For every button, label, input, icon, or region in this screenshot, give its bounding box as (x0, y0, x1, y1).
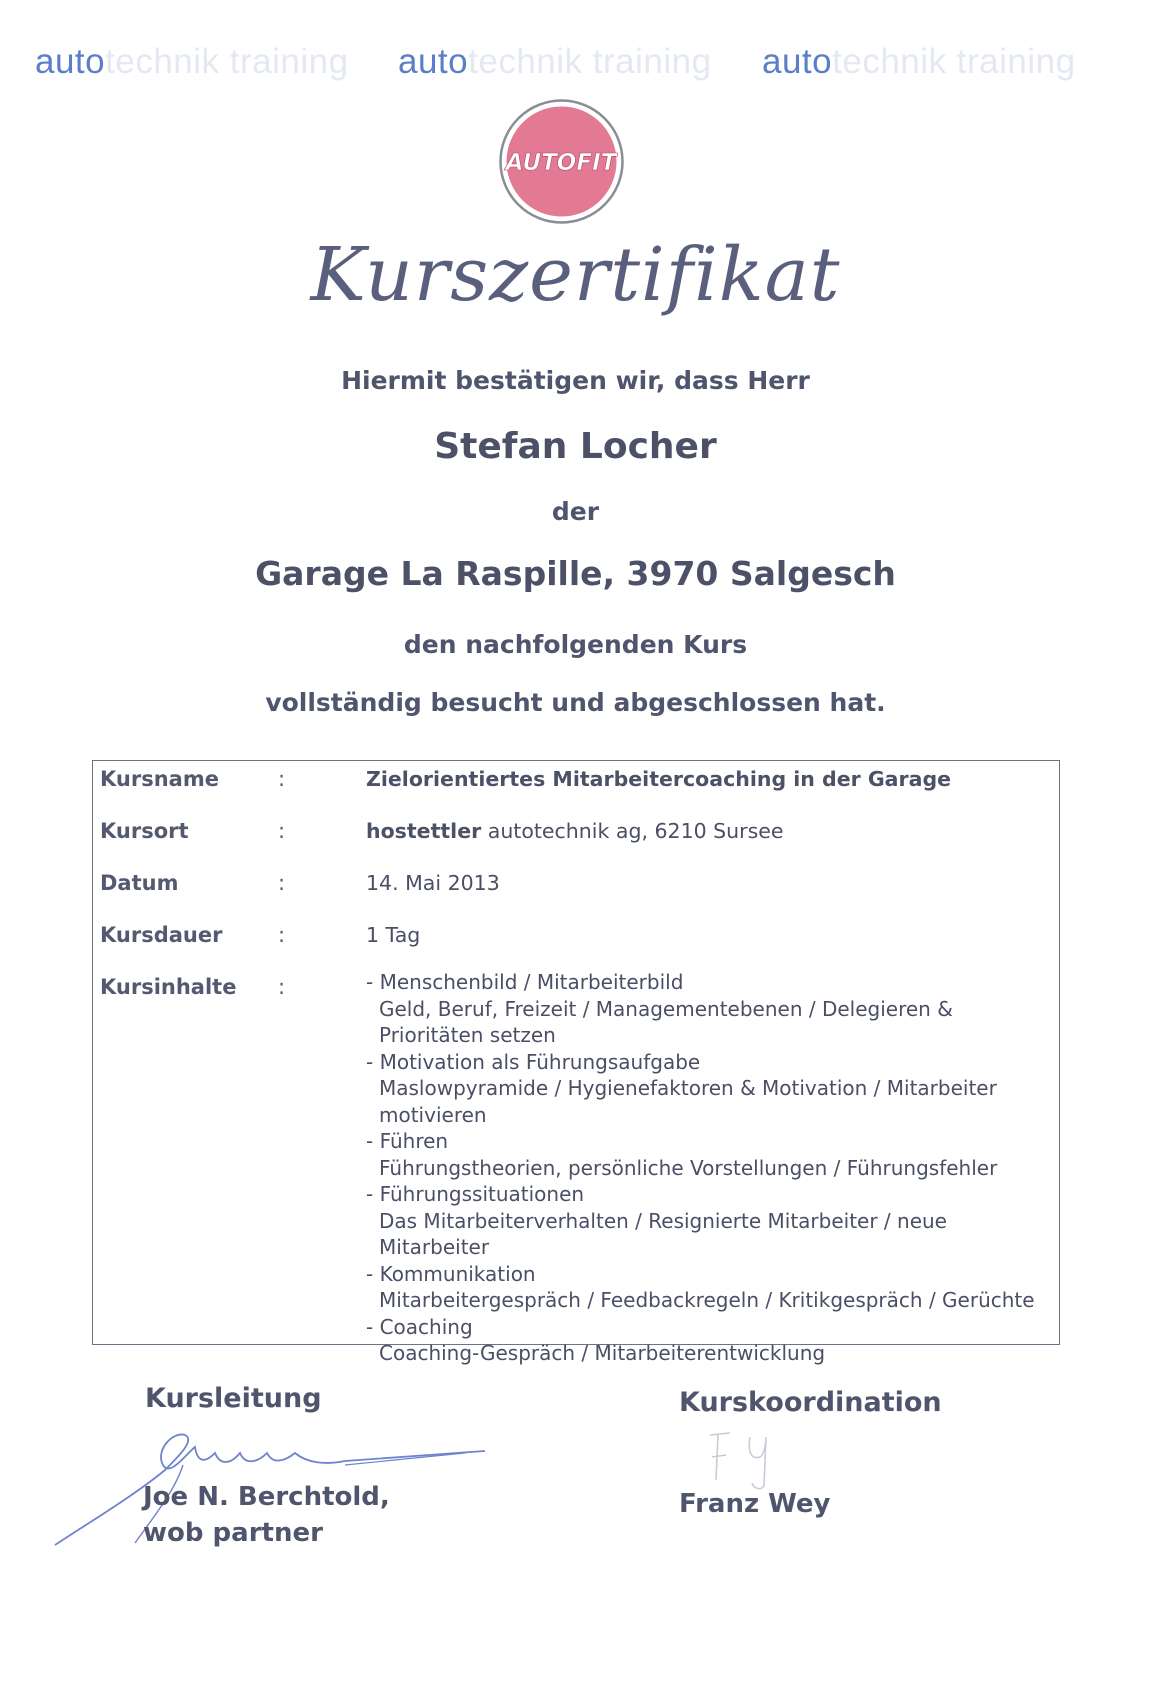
location-company: hostettler (366, 819, 482, 843)
content-item-title: - Menschenbild / Mitarbeiterbild (366, 969, 1046, 996)
content-item (366, 1049, 1046, 1129)
separator: : (278, 975, 286, 999)
separator: : (278, 923, 286, 947)
content-item-title: - Führungssituationen (366, 1181, 1046, 1208)
course-coordination-heading: Kurskoordination (679, 1387, 942, 1418)
content-item (366, 1314, 1046, 1367)
content-item-detail: Maslowpyramide / Hygienefaktoren & Motivation / Mitarbeiter motivieren (379, 1076, 997, 1127)
course-lead-heading: Kursleitung (145, 1383, 322, 1414)
course-location-value (366, 819, 784, 843)
statement-line-1: den nachfolgenden Kurs (403, 630, 748, 659)
course-duration-value: 1 Tag (366, 923, 421, 947)
separator: : (278, 767, 286, 791)
content-item-title: - Motivation als Führungsaufgabe (366, 1049, 1046, 1076)
content-item-title: - Kommunikation (366, 1261, 1046, 1288)
course-content-list (366, 969, 1046, 1367)
wordmark-suffix: technik training (832, 42, 1076, 81)
logo-text: AUTOFIT (505, 150, 617, 176)
content-item-title: - Führen (366, 1128, 1046, 1155)
header-wordmark (762, 42, 1076, 82)
intro-text: Hiermit bestätigen wir, dass Herr (341, 366, 810, 395)
participant-name: Stefan Locher (434, 426, 717, 467)
content-item-title: - Coaching (366, 1314, 1046, 1341)
course-duration-label: Kursdauer (100, 923, 223, 947)
content-item (366, 1261, 1046, 1314)
content-item (366, 969, 1046, 1049)
course-name-value: Zielorientiertes Mitarbeitercoaching in der Garage (366, 767, 952, 791)
company-name: Garage La Raspille, 3970 Salgesch (255, 554, 896, 593)
course-location-label: Kursort (100, 819, 189, 843)
separator: : (278, 871, 286, 895)
certificate-title: Kurszertifikat (310, 232, 841, 318)
content-item-detail: Mitarbeitergespräch / Feedbackregeln / Kritikgespräch / Gerüchte (379, 1288, 1035, 1312)
course-date-label: Datum (100, 871, 179, 895)
course-lead-organization: wob partner (143, 1518, 323, 1548)
wordmark-prefix: auto (762, 42, 833, 81)
course-details-box (92, 760, 1060, 1365)
wordmark-suffix: technik training (105, 42, 349, 81)
content-item-detail: Coaching-Gespräch / Mitarbeiterentwicklung (379, 1341, 826, 1365)
course-lead-name: Joe N. Berchtold, (143, 1482, 390, 1512)
content-item-detail: Führungstheorien, persönliche Vorstellungen / Führungsfehler (379, 1155, 998, 1180)
header-wordmark (398, 42, 712, 82)
course-coordination-signature (690, 1425, 810, 1495)
connector-text: der (551, 497, 600, 526)
header-wordmark (35, 42, 349, 82)
course-coordination-name: Franz Wey (679, 1489, 831, 1519)
wordmark-prefix: auto (398, 42, 469, 81)
content-item (366, 1128, 1046, 1181)
separator: : (278, 819, 286, 843)
header-wordmark-band (0, 42, 1151, 92)
location-rest: autotechnik ag, 6210 Sursee (481, 819, 784, 843)
content-item (366, 1181, 1046, 1261)
autofit-logo (498, 98, 625, 225)
wordmark-prefix: auto (35, 42, 106, 81)
course-name-label: Kursname (100, 767, 219, 791)
statement-line-2: vollständig besucht und abgeschlossen hat. (265, 688, 886, 717)
course-date-value: 14. Mai 2013 (366, 871, 500, 895)
course-content-label: Kursinhalte (100, 975, 237, 999)
content-item-detail: Geld, Beruf, Freizeit / Managementebenen / Delegieren & Prioritäten setzen (379, 996, 953, 1047)
content-item-detail: Das Mitarbeiterverhalten / Resignierte Mitarbeiter / neue Mitarbeiter (379, 1208, 947, 1259)
wordmark-suffix: technik training (468, 42, 712, 81)
